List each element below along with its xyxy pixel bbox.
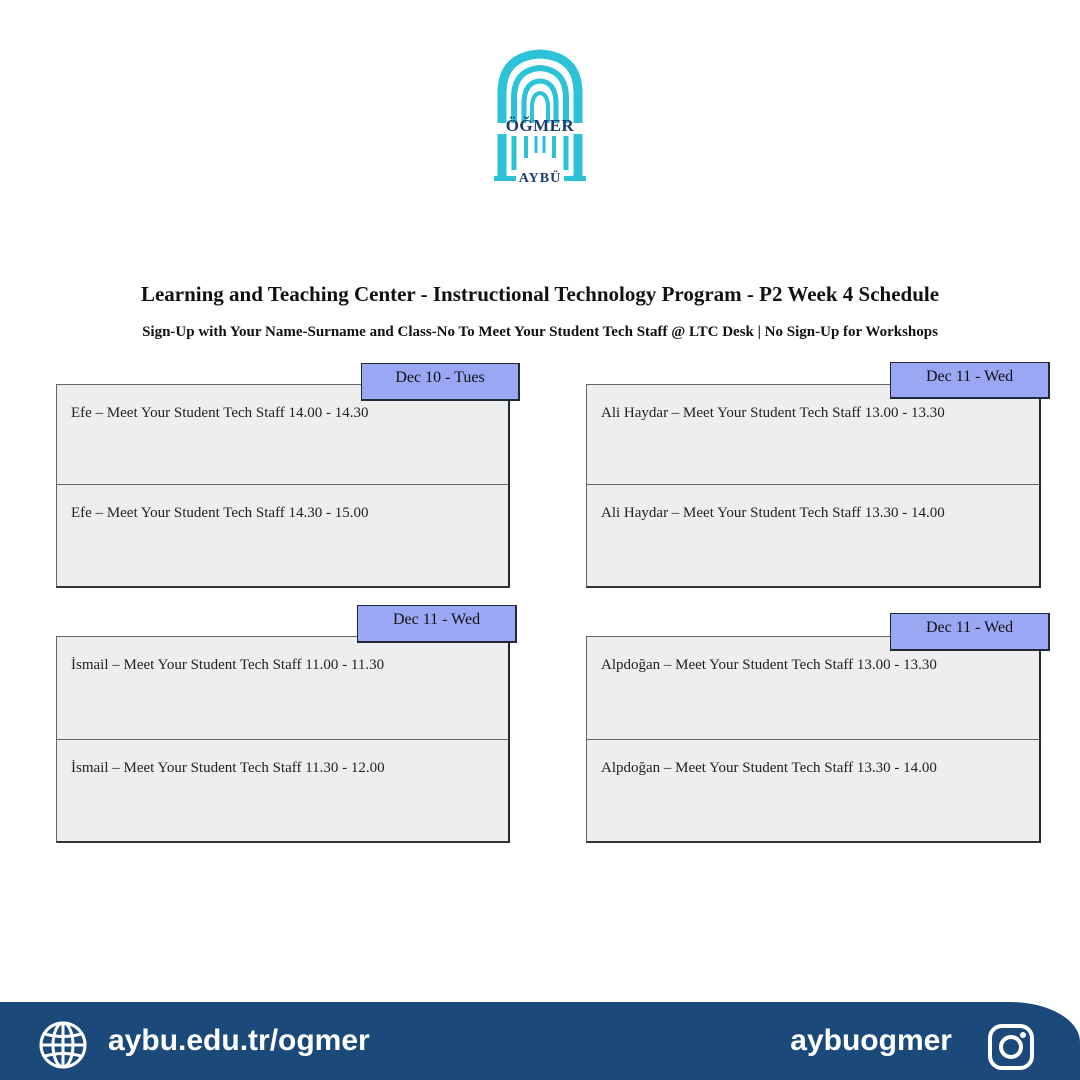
ogmer-logo [490,48,590,188]
logo-wordmark: ÖĞMER [505,116,575,135]
day-tag: Dec 10 - Tues [361,363,520,401]
logo-subtitle: AYBÜ [518,171,562,186]
page-subtitle: Sign-Up with Your Name-Surname and Class-No To Meet Your Student Tech Staff @ LTC Desk | No Sign-Up for Workshops [142,324,938,340]
website-link[interactable]: aybu.edu.tr/ogmer [108,1024,370,1057]
schedule-slot [586,636,1041,742]
slot-text: Ali Haydar – Meet Your Student Tech Staff 13.00 - 13.30 [601,405,945,421]
slot-text: Efe – Meet Your Student Tech Staff 14.00 - 14.30 [71,405,369,421]
slot-text: Ali Haydar – Meet Your Student Tech Staff 13.30 - 14.00 [601,505,945,521]
schedule-slot [586,739,1041,843]
page-title: Learning and Teaching Center - Instructional Technology Program - P2 Week 4 Schedule [140,282,940,306]
schedule-block [586,362,1050,589]
schedule-block [56,363,520,589]
schedule-slot [56,484,510,588]
day-tag: Dec 11 - Wed [890,362,1050,399]
slot-text: İsmail – Meet Your Student Tech Staff 11.30 - 12.00 [71,760,385,776]
day-tag: Dec 11 - Wed [357,605,517,643]
slot-text: İsmail – Meet Your Student Tech Staff 11.00 - 11.30 [71,657,385,673]
footer-bar [0,1002,1080,1080]
day-tag: Dec 11 - Wed [890,613,1050,651]
slot-text: Alpdoğan – Meet Your Student Tech Staff 13.30 - 14.00 [601,760,937,776]
slot-text: Efe – Meet Your Student Tech Staff 14.30 - 15.00 [71,505,369,521]
schedule-slot [586,384,1041,486]
schedule-block [586,613,1050,844]
globe-icon [38,1020,88,1070]
instagram-icon[interactable] [986,1022,1036,1072]
instagram-handle[interactable]: aybuogmer [790,1024,952,1057]
schedule-slot [56,636,510,742]
schedule-slot [586,484,1041,588]
schedule-slot [56,739,510,843]
schedule-block [56,605,520,844]
slot-text: Alpdoğan – Meet Your Student Tech Staff 13.00 - 13.30 [601,657,937,673]
